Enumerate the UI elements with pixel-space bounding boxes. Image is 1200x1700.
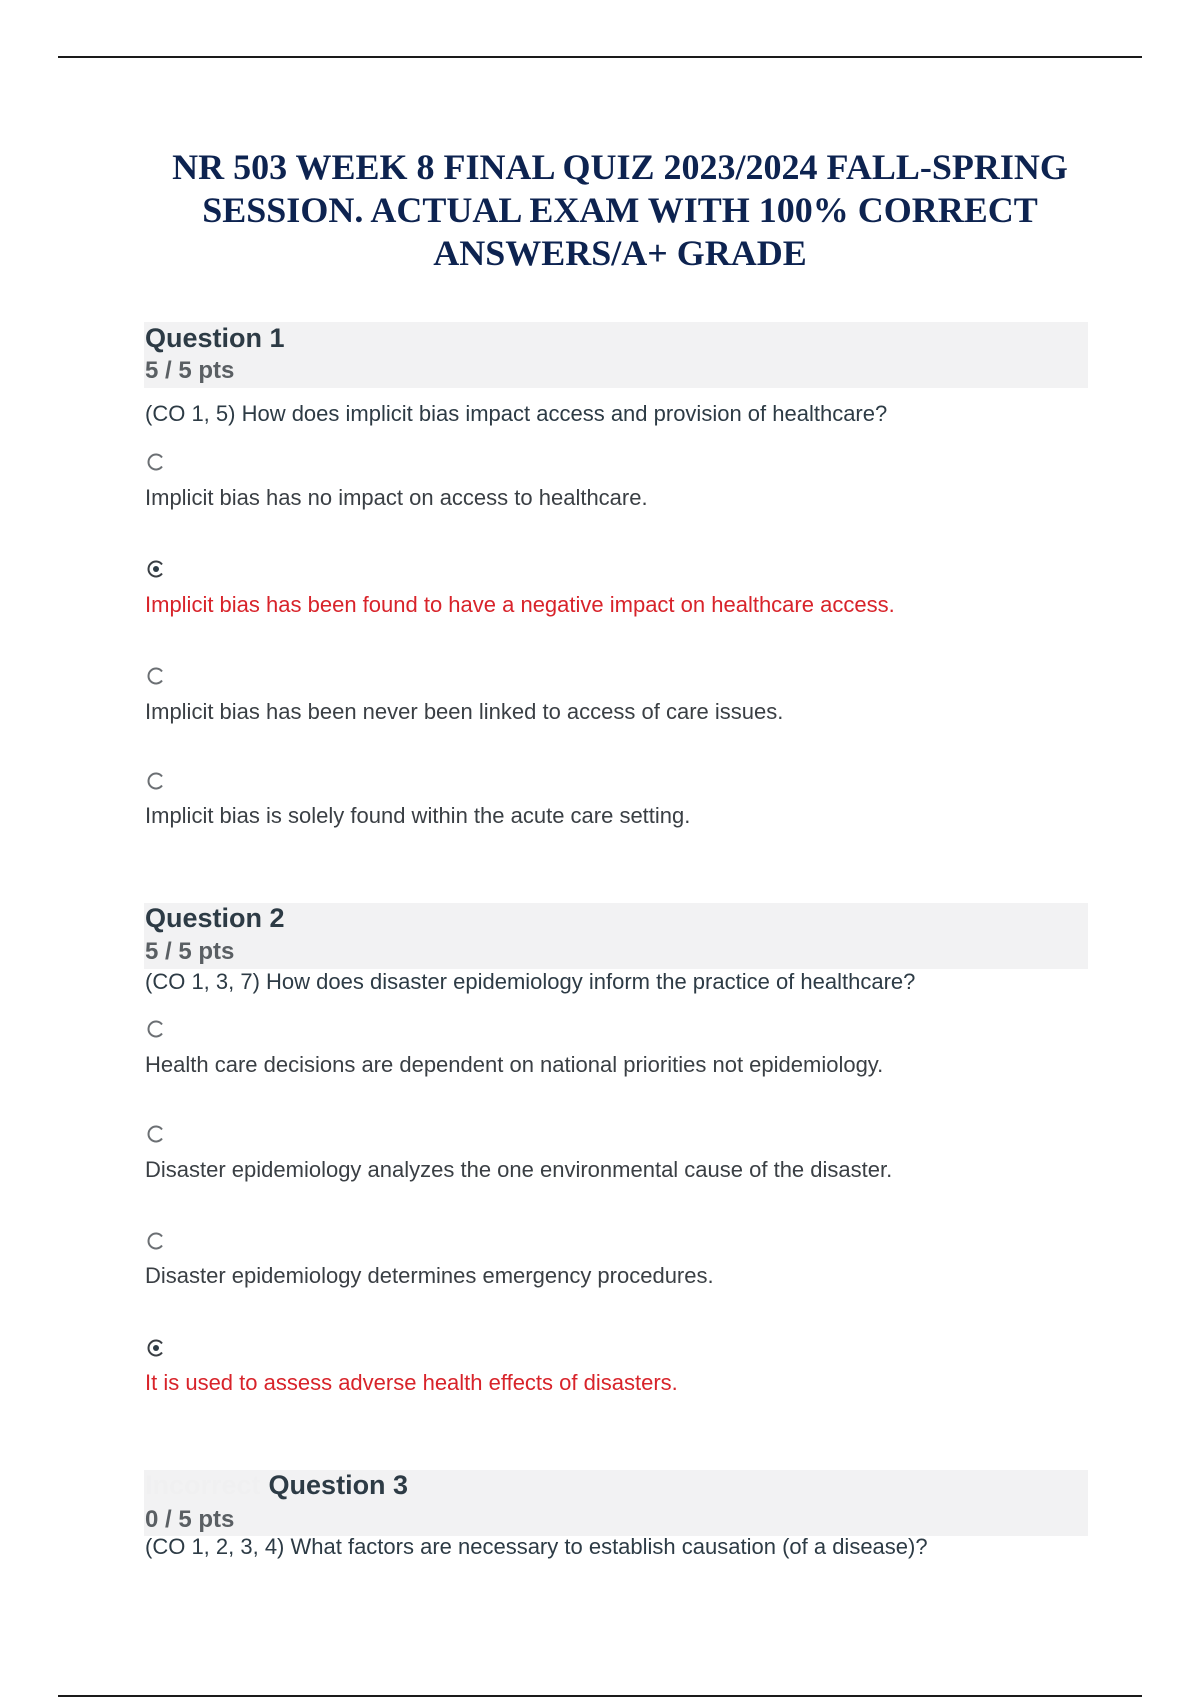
radio-selected-icon[interactable] (146, 1338, 166, 1358)
answer-option: Implicit bias has been never been linked to access of care issues. (145, 699, 784, 724)
question-title: Question 2 (145, 903, 285, 933)
question-points: 5 / 5 pts (145, 938, 235, 965)
question-points: 0 / 5 pts (145, 1506, 235, 1533)
answer-option: Health care decisions are dependent on national priorities not epidemiology. (145, 1052, 884, 1077)
incorrect-label: Incorrect (145, 1470, 261, 1500)
question-header (144, 903, 1088, 969)
question-points: 5 / 5 pts (145, 357, 235, 384)
answer-option-correct: It is used to assess adverse health effects of disasters. (145, 1370, 678, 1395)
question-header (144, 322, 1088, 388)
answer-option-correct: Implicit bias has been found to have a negative impact on healthcare access. (145, 592, 895, 617)
radio-selected-icon[interactable] (146, 559, 166, 579)
answer-option: Disaster epidemiology analyzes the one environmental cause of the disaster. (145, 1157, 893, 1182)
question-title: Question 3 (268, 1470, 409, 1500)
radio-unselected-icon[interactable] (146, 666, 166, 686)
question-text: (CO 1, 2, 3, 4) What factors are necessary to establish causation (of a disease)? (145, 1534, 928, 1559)
answer-option: Disaster epidemiology determines emergency procedures. (145, 1263, 714, 1288)
radio-unselected-icon[interactable] (146, 1124, 166, 1144)
radio-unselected-icon[interactable] (146, 452, 166, 472)
radio-unselected-icon[interactable] (146, 1019, 166, 1039)
top-rule (58, 56, 1142, 58)
question-text: (CO 1, 3, 7) How does disaster epidemiology inform the practice of healthcare? (145, 969, 916, 994)
radio-unselected-icon[interactable] (146, 771, 166, 791)
document-title: NR 503 WEEK 8 FINAL QUIZ 2023/2024 FALL-SPRING SESSION. ACTUAL EXAM WITH 100% CORRECT ANSWERS/A+ GRADE (172, 147, 1068, 273)
question-title: Question 1 (145, 323, 285, 353)
bottom-rule (58, 1695, 1142, 1697)
question-text: (CO 1, 5) How does implicit bias impact access and provision of healthcare? (145, 401, 888, 426)
answer-option: Implicit bias has no impact on access to healthcare. (145, 485, 648, 510)
question-title-row (145, 1469, 408, 1501)
answer-option: Implicit bias is solely found within the acute care setting. (145, 803, 691, 828)
radio-unselected-icon[interactable] (146, 1231, 166, 1251)
